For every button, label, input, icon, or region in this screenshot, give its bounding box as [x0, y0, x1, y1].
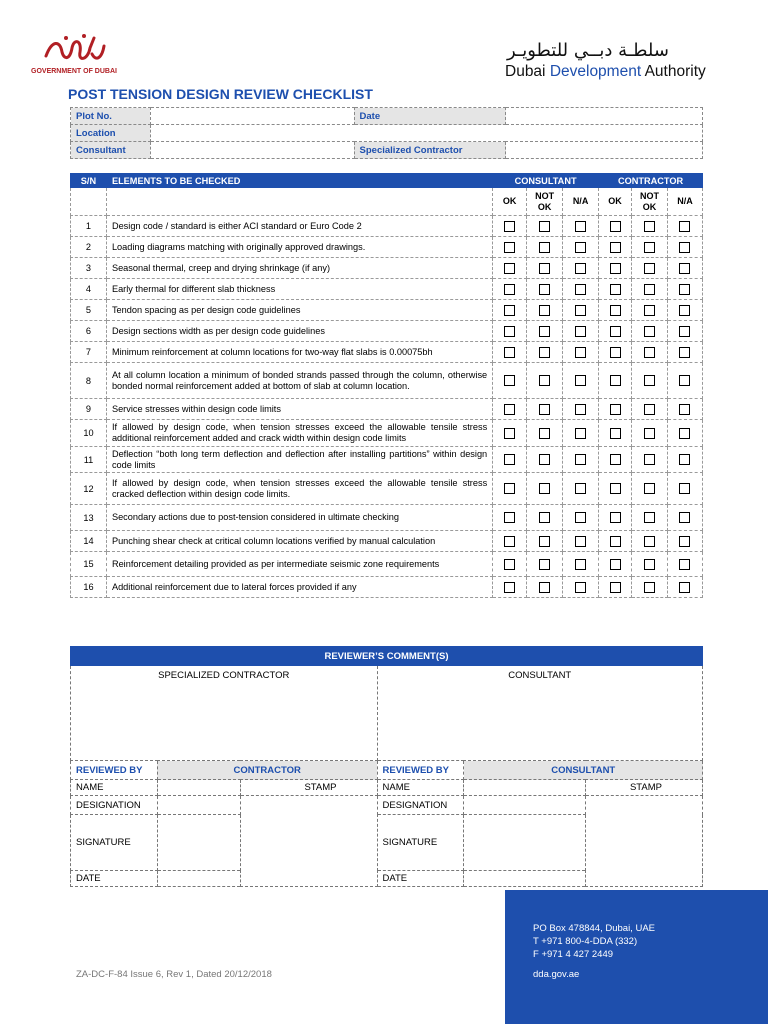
consultant-na-checkbox[interactable] — [575, 428, 586, 439]
item-number: 8 — [71, 363, 107, 399]
checklist-row — [71, 552, 703, 577]
consultant-na-checkbox[interactable] — [575, 347, 586, 358]
consultant-header: CONSULTANT — [493, 174, 599, 188]
contractor-signature-label: SIGNATURE — [71, 815, 158, 871]
contractor-ok-checkbox[interactable] — [610, 305, 621, 316]
consultant-na-checkbox[interactable] — [575, 483, 586, 494]
consultant-na-checkbox[interactable] — [575, 512, 586, 523]
contact-footer — [505, 890, 768, 1024]
item-number: 11 — [71, 447, 107, 473]
contractor-not-ok-checkbox[interactable] — [644, 347, 655, 358]
item-number: 12 — [71, 473, 107, 505]
item-description: Seasonal thermal, creep and drying shrinkage (if any) — [106, 258, 492, 279]
checklist-row — [71, 447, 703, 473]
elements-header: ELEMENTS TO BE CHECKED — [106, 174, 492, 188]
contractor-na-checkbox[interactable] — [679, 221, 690, 232]
consultant-stamp-label: STAMP — [586, 780, 703, 796]
contractor-na-checkbox[interactable] — [679, 559, 690, 570]
consultant-ok-checkbox[interactable] — [504, 326, 515, 337]
consultant-ok-checkbox[interactable] — [504, 375, 515, 386]
contractor-ok-checkbox[interactable] — [610, 221, 621, 232]
contractor-ok-checkbox[interactable] — [610, 404, 621, 415]
dda-name-authority: Authority — [641, 63, 706, 80]
consultant-not-ok-checkbox[interactable] — [539, 347, 550, 358]
consultant-ok-checkbox[interactable] — [504, 284, 515, 295]
contractor-signature-field[interactable] — [157, 815, 240, 871]
contractor-date-label: DATE — [71, 871, 158, 887]
consultant-na-checkbox[interactable] — [575, 221, 586, 232]
consultant-na-checkbox[interactable] — [575, 559, 586, 570]
checklist-row — [71, 300, 703, 321]
item-number: 4 — [71, 279, 107, 300]
consultant-not-ok-checkbox[interactable] — [539, 263, 550, 274]
consultant-review-header: CONSULTANT — [464, 761, 703, 780]
telephone: T +971 800-4-DDA (332) — [533, 936, 638, 947]
consultant-ok-checkbox[interactable] — [504, 536, 515, 547]
contractor-not-ok-checkbox[interactable] — [644, 242, 655, 253]
consultant-not-ok-checkbox[interactable] — [539, 284, 550, 295]
consultant-designation-field[interactable] — [464, 796, 586, 815]
consultant-na-checkbox[interactable] — [575, 305, 586, 316]
contractor-ok-checkbox[interactable] — [610, 263, 621, 274]
item-description: Minimum reinforcement at column locations for two-way flat slabs is 0.00075bh — [106, 342, 492, 363]
dda-english-name — [505, 63, 745, 81]
item-description: If allowed by design code, when tension stresses exceed the allowable tensile stress cracked deflection within design code limits. — [106, 473, 492, 505]
consultant-ok-header: OK — [493, 188, 527, 216]
checklist-row — [71, 279, 703, 300]
item-description: Additional reinforcement due to lateral forces provided if any — [106, 577, 492, 598]
checklist-row — [71, 342, 703, 363]
consultant-not-ok-checkbox[interactable] — [539, 483, 550, 494]
checklist-row — [71, 420, 703, 447]
specialized-contractor-field[interactable] — [506, 142, 703, 159]
item-description: Design code / standard is either ACI standard or Euro Code 2 — [106, 216, 492, 237]
contractor-not-ok-checkbox[interactable] — [644, 559, 655, 570]
consultant-na-checkbox[interactable] — [575, 284, 586, 295]
contractor-na-checkbox[interactable] — [679, 242, 690, 253]
dubai-calligraphy-icon — [42, 34, 106, 66]
checklist-row — [71, 531, 703, 552]
consultant-ok-checkbox[interactable] — [504, 305, 515, 316]
date-label: Date — [354, 108, 506, 125]
consultant-name-field[interactable] — [464, 780, 586, 796]
contractor-not-ok-checkbox[interactable] — [644, 221, 655, 232]
contractor-not-ok-checkbox[interactable] — [644, 582, 655, 593]
contractor-na-checkbox[interactable] — [679, 305, 690, 316]
consultant-label: Consultant — [71, 142, 151, 159]
consultant-na-checkbox[interactable] — [575, 326, 586, 337]
contractor-comments-box[interactable] — [71, 666, 378, 761]
consultant-ok-checkbox[interactable] — [504, 404, 515, 415]
contractor-not-ok-checkbox[interactable] — [644, 512, 655, 523]
contractor-na-checkbox[interactable] — [679, 326, 690, 337]
consultant-not-ok-header: NOT OK — [527, 188, 563, 216]
item-description: At all column location a minimum of bonded strands passed through the column, otherwise bonded normal reinforcement added at bottom of slab at column location. — [106, 363, 492, 399]
contractor-na-checkbox[interactable] — [679, 347, 690, 358]
consultant-not-ok-checkbox[interactable] — [539, 375, 550, 386]
website-link[interactable]: dda.gov.ae — [533, 969, 580, 980]
contractor-ok-checkbox[interactable] — [610, 326, 621, 337]
contractor-not-ok-checkbox[interactable] — [644, 454, 655, 465]
consultant-ok-checkbox[interactable] — [504, 242, 515, 253]
contractor-not-ok-checkbox[interactable] — [644, 375, 655, 386]
consultant-ok-checkbox[interactable] — [504, 483, 515, 494]
consultant-not-ok-checkbox[interactable] — [539, 221, 550, 232]
plot-no-field[interactable] — [150, 108, 354, 125]
consultant-na-checkbox[interactable] — [575, 582, 586, 593]
consultant-na-checkbox[interactable] — [575, 536, 586, 547]
item-description: Secondary actions due to post-tension considered in ultimate checking — [106, 505, 492, 531]
contractor-na-header: N/A — [667, 188, 702, 216]
contractor-na-checkbox[interactable] — [679, 454, 690, 465]
contractor-na-checkbox[interactable] — [679, 536, 690, 547]
checklist-row — [71, 577, 703, 598]
consultant-not-ok-checkbox[interactable] — [539, 512, 550, 523]
fax: F +971 4 427 2449 — [533, 949, 614, 960]
consultant-comments-label: CONSULTANT — [508, 670, 572, 681]
contractor-ok-checkbox[interactable] — [610, 559, 621, 570]
consultant-not-ok-checkbox[interactable] — [539, 582, 550, 593]
item-description: If allowed by design code, when tension stresses exceed the allowable tensile stress additional reinforcement added and crack width within design code limits — [106, 420, 492, 447]
checklist-row — [71, 237, 703, 258]
date-field[interactable] — [506, 108, 703, 125]
contractor-not-ok-checkbox[interactable] — [644, 284, 655, 295]
contractor-stamp-box[interactable] — [240, 796, 377, 887]
item-number: 10 — [71, 420, 107, 447]
consultant-ok-checkbox[interactable] — [504, 582, 515, 593]
consultant-not-ok-checkbox[interactable] — [539, 428, 550, 439]
location-field[interactable] — [150, 125, 702, 142]
contractor-not-ok-checkbox[interactable] — [644, 305, 655, 316]
reviewer-comments-table — [70, 646, 703, 887]
checklist-row — [71, 258, 703, 279]
po-box: PO Box 478844, Dubai, UAE — [533, 923, 655, 934]
contact-address — [533, 922, 655, 961]
dda-name-dubai: Dubai — [505, 63, 550, 80]
consultant-date-field[interactable] — [464, 871, 586, 887]
consultant-na-checkbox[interactable] — [575, 404, 586, 415]
consultant-not-ok-checkbox[interactable] — [539, 536, 550, 547]
contractor-review-header: CONTRACTOR — [157, 761, 377, 780]
item-description: Tendon spacing as per design code guidelines — [106, 300, 492, 321]
consultant-stamp-box[interactable] — [586, 796, 703, 887]
item-number: 13 — [71, 505, 107, 531]
consultant-comments-box[interactable] — [377, 666, 703, 761]
item-number: 2 — [71, 237, 107, 258]
checklist-row — [71, 473, 703, 505]
consultant-ok-checkbox[interactable] — [504, 428, 515, 439]
reviewed-by-label-consultant: REVIEWED BY — [377, 761, 464, 780]
consultant-ok-checkbox[interactable] — [504, 559, 515, 570]
contractor-ok-checkbox[interactable] — [610, 483, 621, 494]
consultant-na-header: N/A — [563, 188, 599, 216]
contractor-ok-checkbox[interactable] — [610, 347, 621, 358]
contractor-name-field[interactable] — [157, 780, 240, 796]
page-title: POST TENSION DESIGN REVIEW CHECKLIST — [68, 86, 373, 102]
contractor-not-ok-checkbox[interactable] — [644, 483, 655, 494]
project-info-table — [70, 107, 703, 159]
consultant-not-ok-checkbox[interactable] — [539, 454, 550, 465]
contractor-header: CONTRACTOR — [599, 174, 703, 188]
contractor-ok-checkbox[interactable] — [610, 375, 621, 386]
contractor-ok-checkbox[interactable] — [610, 512, 621, 523]
location-label: Location — [71, 125, 151, 142]
consultant-not-ok-checkbox[interactable] — [539, 559, 550, 570]
government-of-dubai-text: GOVERNMENT OF DUBAI — [31, 68, 117, 75]
checklist-row — [71, 399, 703, 420]
consultant-ok-checkbox[interactable] — [504, 263, 515, 274]
consultant-na-checkbox[interactable] — [575, 242, 586, 253]
consultant-not-ok-checkbox[interactable] — [539, 305, 550, 316]
item-number: 6 — [71, 321, 107, 342]
contractor-na-checkbox[interactable] — [679, 375, 690, 386]
item-description: Reinforcement detailing provided as per intermediate seismic zone requirements — [106, 552, 492, 577]
contractor-designation-label: DESIGNATION — [71, 796, 158, 815]
contractor-ok-checkbox[interactable] — [610, 242, 621, 253]
specialized-contractor-label: Specialized Contractor — [354, 142, 506, 159]
sn-header: S/N — [71, 174, 107, 188]
checklist-row — [71, 216, 703, 237]
form-code: ZA-DC-F-84 Issue 6, Rev 1, Dated 20/12/2018 — [76, 969, 272, 980]
contractor-not-ok-header: NOT OK — [632, 188, 668, 216]
checklist-body — [71, 216, 703, 598]
item-number: 7 — [71, 342, 107, 363]
consultant-na-checkbox[interactable] — [575, 375, 586, 386]
contractor-na-checkbox[interactable] — [679, 483, 690, 494]
contractor-not-ok-checkbox[interactable] — [644, 326, 655, 337]
dda-name-development: Development — [549, 63, 642, 80]
consultant-signature-field[interactable] — [464, 815, 586, 871]
consultant-signature-label: SIGNATURE — [377, 815, 464, 871]
consultant-not-ok-checkbox[interactable] — [539, 242, 550, 253]
item-description: Design sections width as per design code guidelines — [106, 321, 492, 342]
consultant-not-ok-checkbox[interactable] — [539, 326, 550, 337]
contractor-not-ok-checkbox[interactable] — [644, 263, 655, 274]
contractor-comments-label: SPECIALIZED CONTRACTOR — [158, 670, 290, 681]
reviewed-by-label-contractor: REVIEWED BY — [71, 761, 158, 780]
contractor-not-ok-checkbox[interactable] — [644, 428, 655, 439]
contractor-na-checkbox[interactable] — [679, 404, 690, 415]
item-description: Deflection “both long term deflection and deflection after installing partitions” within design code limits — [106, 447, 492, 473]
contractor-stamp-label: STAMP — [240, 780, 377, 796]
item-number: 16 — [71, 577, 107, 598]
contractor-name-label: NAME — [71, 780, 158, 796]
government-of-dubai-logo — [28, 34, 118, 78]
item-description: Early thermal for different slab thickness — [106, 279, 492, 300]
dda-arabic-name: سلطـة دبــي للتطويـر — [507, 40, 669, 61]
checklist-table — [70, 173, 703, 598]
consultant-ok-checkbox[interactable] — [504, 347, 515, 358]
item-description: Service stresses within design code limits — [106, 399, 492, 420]
item-description: Loading diagrams matching with originally approved drawings. — [106, 237, 492, 258]
consultant-date-label: DATE — [377, 871, 464, 887]
contractor-na-checkbox[interactable] — [679, 263, 690, 274]
contractor-na-checkbox[interactable] — [679, 284, 690, 295]
item-number: 5 — [71, 300, 107, 321]
contractor-not-ok-checkbox[interactable] — [644, 536, 655, 547]
reviewer-comments-header: REVIEWER’S COMMENT(S) — [71, 647, 703, 666]
consultant-na-checkbox[interactable] — [575, 263, 586, 274]
contractor-na-checkbox[interactable] — [679, 428, 690, 439]
item-description: Punching shear check at critical column locations verified by manual calculation — [106, 531, 492, 552]
checklist-row — [71, 363, 703, 399]
dda-logo — [505, 40, 745, 81]
consultant-ok-checkbox[interactable] — [504, 512, 515, 523]
contractor-na-checkbox[interactable] — [679, 582, 690, 593]
contractor-ok-checkbox[interactable] — [610, 454, 621, 465]
item-number: 14 — [71, 531, 107, 552]
contractor-na-checkbox[interactable] — [679, 512, 690, 523]
checklist-row — [71, 505, 703, 531]
contractor-ok-checkbox[interactable] — [610, 536, 621, 547]
item-number: 1 — [71, 216, 107, 237]
consultant-ok-checkbox[interactable] — [504, 454, 515, 465]
consultant-name-label: NAME — [377, 780, 464, 796]
consultant-designation-label: DESIGNATION — [377, 796, 464, 815]
consultant-na-checkbox[interactable] — [575, 454, 586, 465]
contractor-not-ok-checkbox[interactable] — [644, 404, 655, 415]
checklist-row — [71, 321, 703, 342]
contractor-ok-checkbox[interactable] — [610, 284, 621, 295]
item-number: 3 — [71, 258, 107, 279]
consultant-not-ok-checkbox[interactable] — [539, 404, 550, 415]
contractor-ok-checkbox[interactable] — [610, 582, 621, 593]
contractor-ok-header: OK — [599, 188, 632, 216]
contractor-date-field[interactable] — [157, 871, 240, 887]
item-number: 9 — [71, 399, 107, 420]
contractor-designation-field[interactable] — [157, 796, 240, 815]
plot-no-label: Plot No. — [71, 108, 151, 125]
consultant-field[interactable] — [150, 142, 354, 159]
consultant-ok-checkbox[interactable] — [504, 221, 515, 232]
item-number: 15 — [71, 552, 107, 577]
contractor-ok-checkbox[interactable] — [610, 428, 621, 439]
